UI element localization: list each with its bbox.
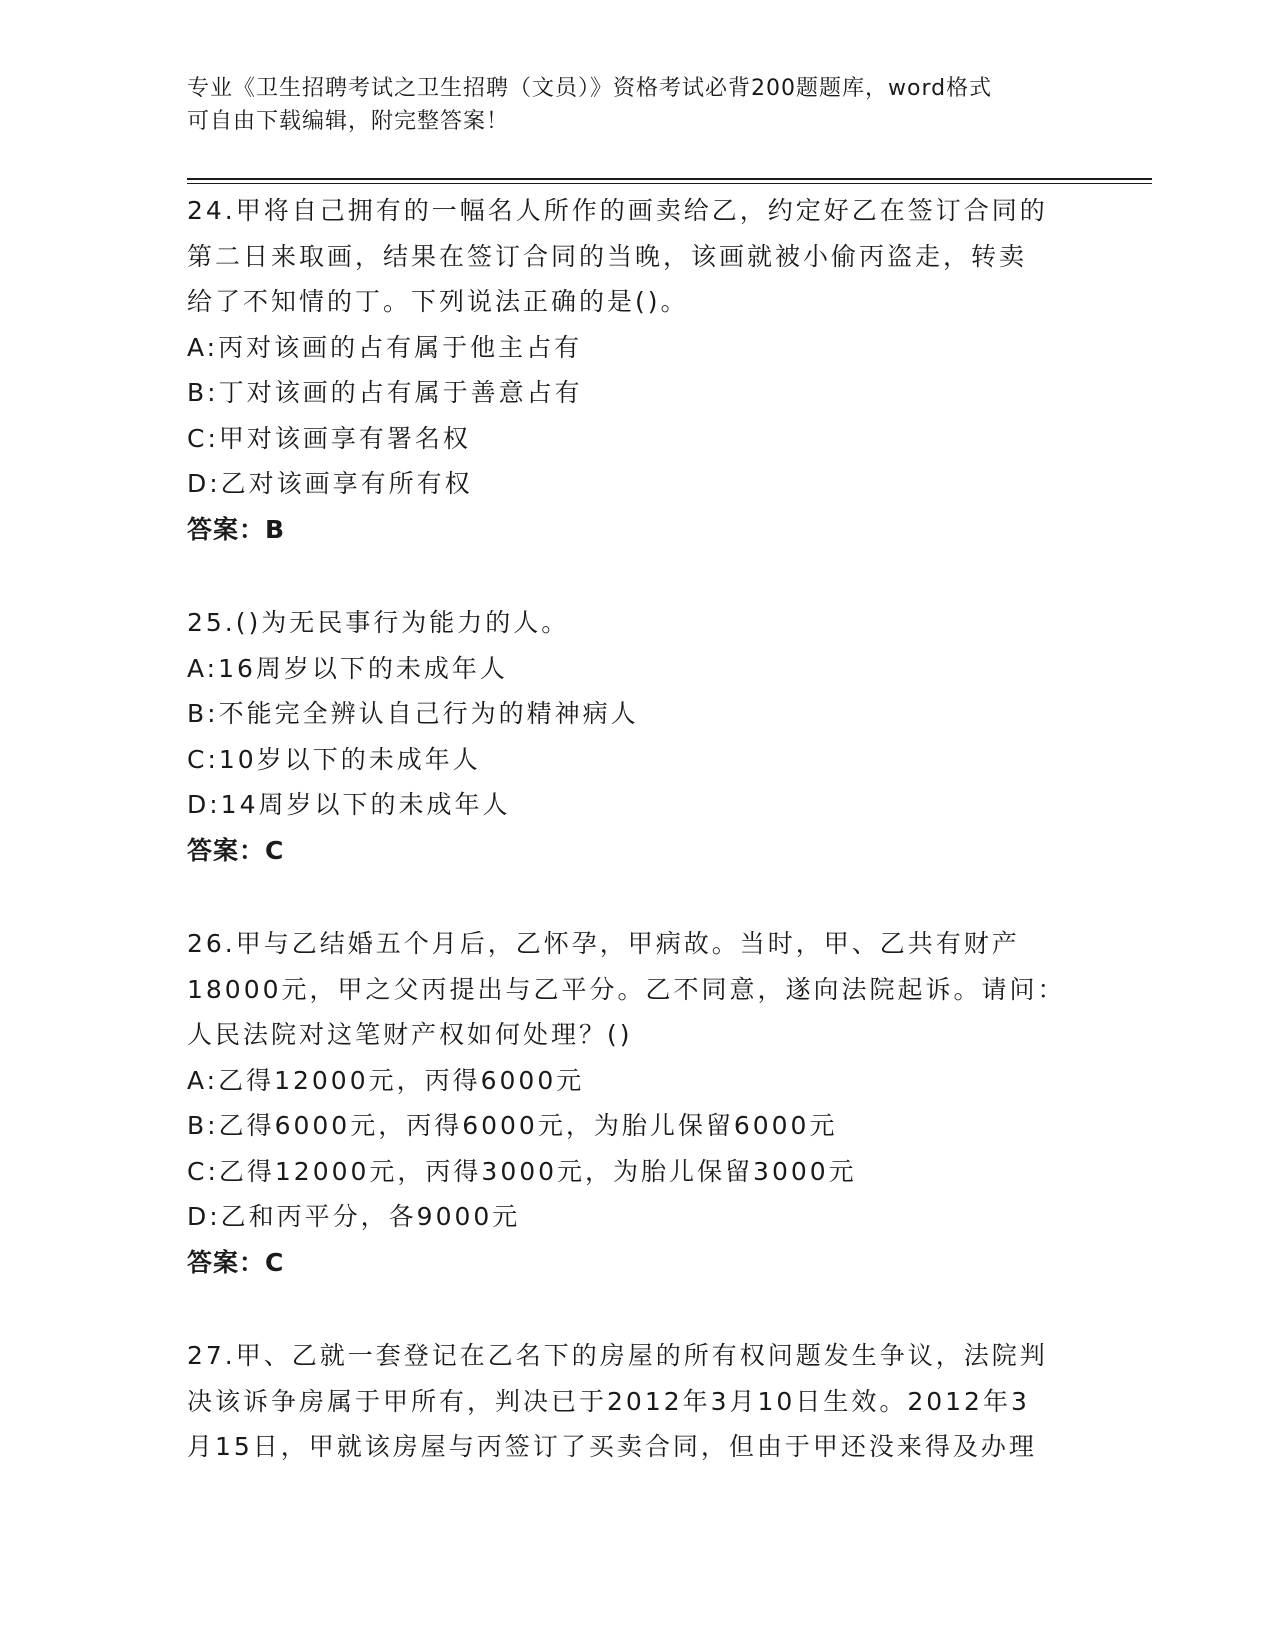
answer: 答案：C [187, 835, 285, 865]
option-c: C:乙得12000元，丙得3000元，为胎儿保留3000元 [187, 1156, 857, 1186]
option-b: B:不能完全辨认自己行为的精神病人 [187, 699, 639, 728]
question-list [187, 188, 1092, 1518]
option-d: D:14周岁以下的未成年人 [187, 790, 511, 819]
document-header [187, 72, 1087, 138]
question-stem [187, 921, 1092, 1058]
question-26 [187, 921, 1092, 1285]
header-line-2: 可自由下载编辑，附完整答案！ [187, 109, 510, 134]
stem-line: 18000元，甲之父丙提出与乙平分。乙不同意，遂向法院起诉。请问： [187, 974, 1066, 1004]
option-a: A:乙得12000元，丙得6000元 [187, 1065, 585, 1095]
question-27 [187, 1333, 1092, 1470]
option-d: D:乙和丙平分，各9000元 [187, 1202, 521, 1231]
option-c: C:甲对该画享有署名权 [187, 423, 471, 453]
stem-line: 人民法院对这笔财产权如何处理？() [187, 1020, 633, 1049]
answer: 答案：C [187, 1247, 285, 1277]
stem-line: 26.甲与乙结婚五个月后，乙怀孕，甲病故。当时，甲、乙共有财产 [187, 929, 1020, 958]
header-rule-thick [187, 178, 1152, 180]
header-line-1: 专业《卫生招聘考试之卫生招聘（文员）》资格考试必背200题题库，word格式 [187, 76, 993, 101]
question-24 [187, 188, 1092, 552]
stem-line: 24.甲将自己拥有的一幅名人所作的画卖给乙，约定好乙在签订合同的 [187, 196, 1048, 225]
option-a: A:丙对该画的占有属于他主占有 [187, 332, 583, 362]
option-d: D:乙对该画享有所有权 [187, 469, 473, 498]
stem-line: 25.()为无民事行为能力的人。 [187, 608, 570, 637]
answer: 答案：B [187, 514, 286, 544]
stem-line: 决该诉争房属于甲所有，判决已于2012年3月10日生效。2012年3 [187, 1386, 1030, 1416]
option-a: A:16周岁以下的未成年人 [187, 653, 508, 683]
stem-line: 27.甲、乙就一套登记在乙名下的房屋的所有权问题发生争议，法院判 [187, 1341, 1048, 1370]
question-stem [187, 188, 1092, 325]
stem-line: 第二日来取画，结果在签订合同的当晚，该画就被小偷丙盗走，转卖 [187, 241, 1028, 271]
option-b: B:丁对该画的占有属于善意占有 [187, 378, 583, 407]
stem-line: 给了不知情的丁。下列说法正确的是()。 [187, 287, 689, 316]
question-25 [187, 600, 1092, 873]
stem-line: 月15日，甲就该房屋与丙签订了买卖合同，但由于甲还没来得及办理 [187, 1432, 1037, 1461]
question-stem [187, 1333, 1092, 1470]
option-b: B:乙得6000元，丙得6000元，为胎儿保留6000元 [187, 1111, 838, 1140]
question-stem [187, 600, 1092, 646]
header-rule-thin [187, 183, 1152, 184]
option-c: C:10岁以下的未成年人 [187, 744, 481, 774]
